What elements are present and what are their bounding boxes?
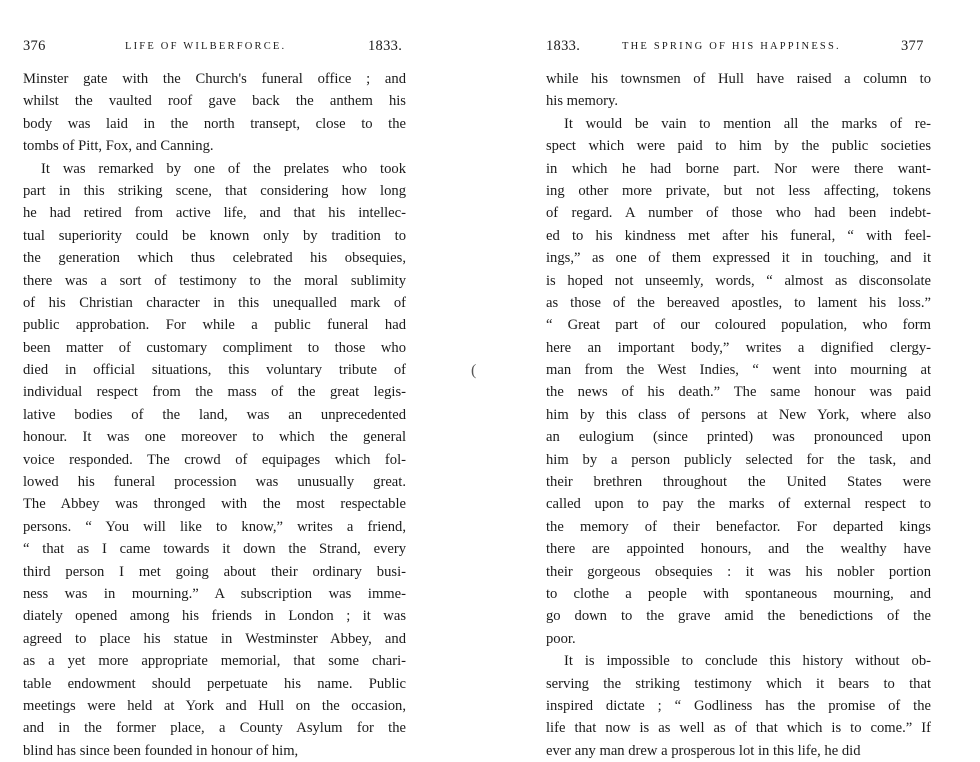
text-line: lative bodies of the land, was an unprecedented <box>23 406 406 423</box>
text-line: of regard. A number of those who had been indebt- <box>546 205 931 222</box>
text-line: there are appointed honours, and the wealthy have <box>546 541 931 558</box>
text-line: their gorgeous obsequies : it was his nobler portion <box>546 563 931 580</box>
text-line: the memory of their benefactor. For departed kings <box>546 518 931 535</box>
left-page-body <box>23 68 406 762</box>
text-line: ness was in mourning.” A subscription was imme- <box>23 585 406 602</box>
text-line: go down to the grave amid the benedictions of the <box>546 608 931 625</box>
text-line: It would be vain to mention all the marks of re- <box>564 115 931 132</box>
text-line: there was a sort of testimony to the moral sublimity <box>23 272 406 289</box>
text-line: in which he had borne part. Nor were there want- <box>546 160 931 177</box>
right-running-head: THE SPRING OF HIS HAPPINESS. <box>622 41 841 52</box>
right-page-body <box>546 68 931 762</box>
left-page-year: 1833. <box>368 38 403 54</box>
right-page <box>490 0 980 759</box>
text-line: “ that as I came towards it down the Strand, every <box>23 541 406 558</box>
text-line: ing other more private, but not less affecting, tokens <box>546 182 931 199</box>
text-line: tombs of Pitt, Fox, and Canning. <box>23 138 214 155</box>
text-line: body was laid in the north transept, close to the <box>23 115 406 132</box>
text-line: he had retired from active life, and that his intellec- <box>23 205 406 222</box>
text-line: diately opened among his friends in London ; it was <box>23 608 406 625</box>
text-line: lowed his funeral procession was unusually great. <box>23 474 406 491</box>
text-line: poor. <box>546 630 576 647</box>
text-line: ever any man drew a prosperous lot in this life, he did <box>546 742 861 759</box>
right-page-header <box>546 38 931 58</box>
text-line: agreed to place his statue in Westminster Abbey, and <box>23 630 406 647</box>
text-line: been matter of customary compliment to those who <box>23 339 406 356</box>
text-line: The Abbey was thronged with the most respectable <box>23 496 406 513</box>
left-page-header <box>23 38 406 58</box>
text-line: of his Christian character in this unequalled mark of <box>23 294 406 311</box>
text-line: It is impossible to conclude this history without ob- <box>564 653 931 670</box>
text-line: man from the West Indies, “ went into mourning at <box>546 362 931 379</box>
text-line: Minster gate with the Church's funeral office ; and <box>23 71 406 87</box>
left-page <box>0 0 490 759</box>
text-line: ed to his kindness met after his funeral, “ with feel- <box>546 227 931 244</box>
text-line: the news of his death.” The same honour was paid <box>546 384 931 401</box>
text-line: as those of the bereaved apostles, to lament his loss.” <box>546 294 931 311</box>
text-line: persons. “ You will like to know,” writes a friend, <box>23 518 406 535</box>
text-line: public approbation. For while a public funeral had <box>23 317 406 334</box>
text-line: as a yet more appropriate memorial, that some chari- <box>23 653 406 670</box>
text-line: It was remarked by one of the prelates who took <box>41 160 406 177</box>
text-line: inspired dictate ; “ Godliness has the promise of the <box>546 697 931 714</box>
text-line: to clothe a people with spontaneous mourning, and <box>546 585 931 602</box>
text-line: him by a person publicly selected for the task, and <box>546 451 931 468</box>
text-line: him by this class of persons at New York, where also <box>546 406 931 423</box>
text-line: whilst the vaulted roof gave back the anthem his <box>23 93 406 110</box>
left-running-head: LIFE OF WILBERFORCE. <box>125 41 287 52</box>
text-line: “ Great part of our coloured population, who form <box>546 317 931 334</box>
text-line: part in this striking scene, that considering how long <box>23 182 406 199</box>
text-line: meetings were held at York and Hull on the occasion, <box>23 697 406 714</box>
left-page-number: 376 <box>23 38 46 54</box>
text-line: third person I met going about their ordinary busi- <box>23 563 406 580</box>
text-line: voice responded. The crowd of equipages which fol- <box>23 451 406 468</box>
text-line: here an important body,” writes a dignified clergy- <box>546 339 931 356</box>
text-line: and in the former place, a County Asylum for the <box>23 720 406 737</box>
text-line: their brethren throughout the United States were <box>546 474 931 491</box>
text-line: the generation which thus celebrated his obsequies, <box>23 250 406 267</box>
text-line: an eulogium (since printed) was pronounced upon <box>546 429 931 446</box>
gutter-mark: ( <box>471 362 477 379</box>
text-line: his memory. <box>546 93 619 110</box>
text-line: called upon to pay the marks of external respect to <box>546 496 931 513</box>
right-page-year: 1833. <box>546 38 581 54</box>
text-line: blind has since been founded in honour of him, <box>23 742 299 759</box>
text-line: while his townsmen of Hull have raised a column to <box>546 71 931 87</box>
text-line: ings,” as one of them expressed it in touching, and it <box>546 250 931 267</box>
text-line: honour. It was one moreover to which the general <box>23 429 406 446</box>
right-page-number: 377 <box>901 38 924 54</box>
text-line: tual superiority could be known only by tradition to <box>23 227 406 244</box>
text-line: is hoped not unseemly, words, “ almost as disconsolate <box>546 272 931 289</box>
text-line: life that now is as well as of that which is to come.” If <box>546 720 931 737</box>
text-line: spect which were paid to him by the public societies <box>546 138 931 155</box>
text-line: table endowment should perpetuate his name. Public <box>23 675 406 692</box>
text-line: died in official situations, this voluntary tribute of <box>23 362 406 379</box>
text-line: serving the striking testimony which it bears to that <box>546 675 931 692</box>
text-line: individual respect from the mass of the great legis- <box>23 384 406 401</box>
